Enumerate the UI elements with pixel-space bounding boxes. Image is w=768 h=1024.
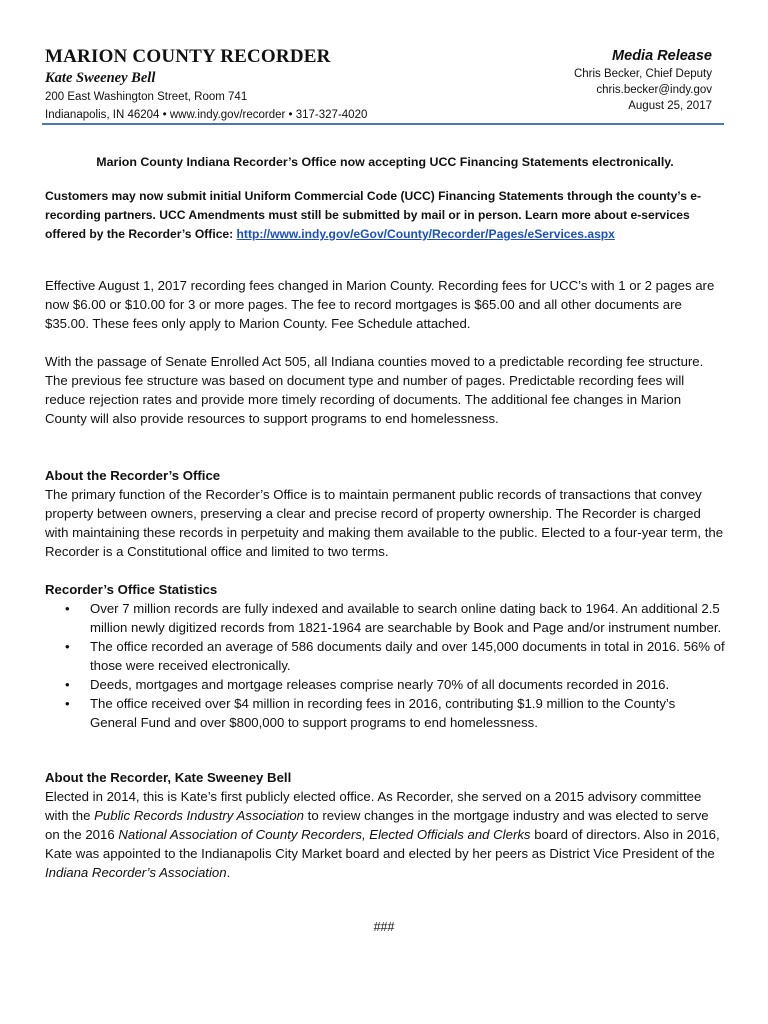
release-date: August 25, 2017 [628,100,712,112]
text-run: . [226,865,231,880]
stat-text: Deeds, mortgages and mortgage releases comprise nearly 70% of all documents recorded in 2016. [90,677,670,692]
fees-paragraph: Effective August 1, 2017 recording fees changed in Marion County. Recording fees for UCC’s with 1 or 2 pages are now $6.00 or $10.00 for 3 or more pages. The fee to record mortgages is $65.00 and all other documents are $35.00. These fees only apply to Marion County. Fee Schedule attached. [45,278,715,331]
about-recorder-text [45,787,725,882]
about-office-text: The primary function of the Recorder’s Office is to maintain permanent public records of transactions that convey property between owners, preserving a clear and precise record of property ownership. The Recorder is charged with maintaining these records in perpetuity and making them available to the public. Elected to a four-year term, the Recorder is a Constitutional office and limited to two terms. [45,487,724,559]
stat-text: The office received over $4 million in recording fees in 2016, contributing $1.9 million to the County’s General Fund and over $800,000 to support programs to end homelessness. [90,696,676,730]
stats-section [45,580,725,732]
address-line-2: Indianapolis, IN 46204 • www.indy.gov/recorder • 317-327-4020 [45,109,368,121]
release-info [574,46,712,114]
bullet-icon: • [65,601,70,616]
address-line-1: 200 East Washington Street, Room 741 [45,91,248,103]
italic-run: Indiana Recorder’s Association [45,865,227,880]
recorder-name: Kate Sweeney Bell [45,70,156,86]
intro-title: Marion County Indiana Recorder’s Office now accepting UCC Financing Statements electronically. [96,155,674,169]
contact-email[interactable]: chris.becker@indy.gov [596,84,712,96]
end-mark: ### [373,920,395,934]
eservices-link[interactable]: http://www.indy.gov/eGov/County/Recorder/Pages/eServices.aspx [236,227,615,241]
bullet-icon: • [65,639,70,654]
bullet-icon: • [65,696,70,711]
stats-list [45,599,725,732]
intro-paragraph [45,187,725,244]
about-recorder-section [45,768,725,882]
stat-text: Over 7 million records are fully indexed and available to search online dating back to 1964. An additional 2.5 million newly digitized records from 1821-1964 are searchable by Book and Page and/or instrument number. [90,601,722,635]
list-item [45,675,725,694]
header-divider [42,123,724,125]
about-recorder-heading: About the Recorder, Kate Sweeney Bell [45,770,292,785]
text-run: Elected in 2014, this is Kate’s first publicly elected office. As Recorder, she served on a 2015 advisory committee with the [45,789,702,823]
text-run: board of directors. Also in 2016, Kate was appointed to the Indianapolis City Market board and elected by her peers as District Vice President of the [45,827,720,861]
stats-heading: Recorder’s Office Statistics [45,582,218,597]
list-item [45,637,725,675]
release-title: Media Release [612,48,712,64]
italic-run: Public Records Industry Association [94,808,304,823]
stat-text: The office recorded an average of 586 documents daily and over 145,000 documents in total in 2016. 56% of those were received electronically. [90,639,725,673]
letterhead [45,46,367,124]
intro-text: Customers may now submit initial Uniform Commercial Code (UCC) Financing Statements through the county’s e-recording partners. UCC Amendments must still be submitted by mail or in person. Learn more about e-services offered by the Recorder’s Office: [45,189,702,241]
about-office-heading: About the Recorder’s Office [45,468,221,483]
act-paragraph: With the passage of Senate Enrolled Act 505, all Indiana counties moved to a predictable recording fee structure. The previous fee structure was based on document type and number of pages. Predictable recording fees will reduce rejection rates and provide more timely recording of documents. The additional fee changes in Marion County will also provide resources to support programs to end homelessness. [45,354,704,426]
text-run: to review changes in the mortgage industry and was elected to serve on the 2016 [45,808,709,842]
about-office-section [45,466,725,561]
list-item [45,599,725,637]
org-name: MARION COUNTY RECORDER [45,46,331,67]
list-item [45,694,725,732]
bullet-icon: • [65,677,70,692]
italic-run: National Association of County Recorders, Elected Officials and Clerks [118,827,531,842]
contact-name: Chris Becker, Chief Deputy [573,68,712,80]
